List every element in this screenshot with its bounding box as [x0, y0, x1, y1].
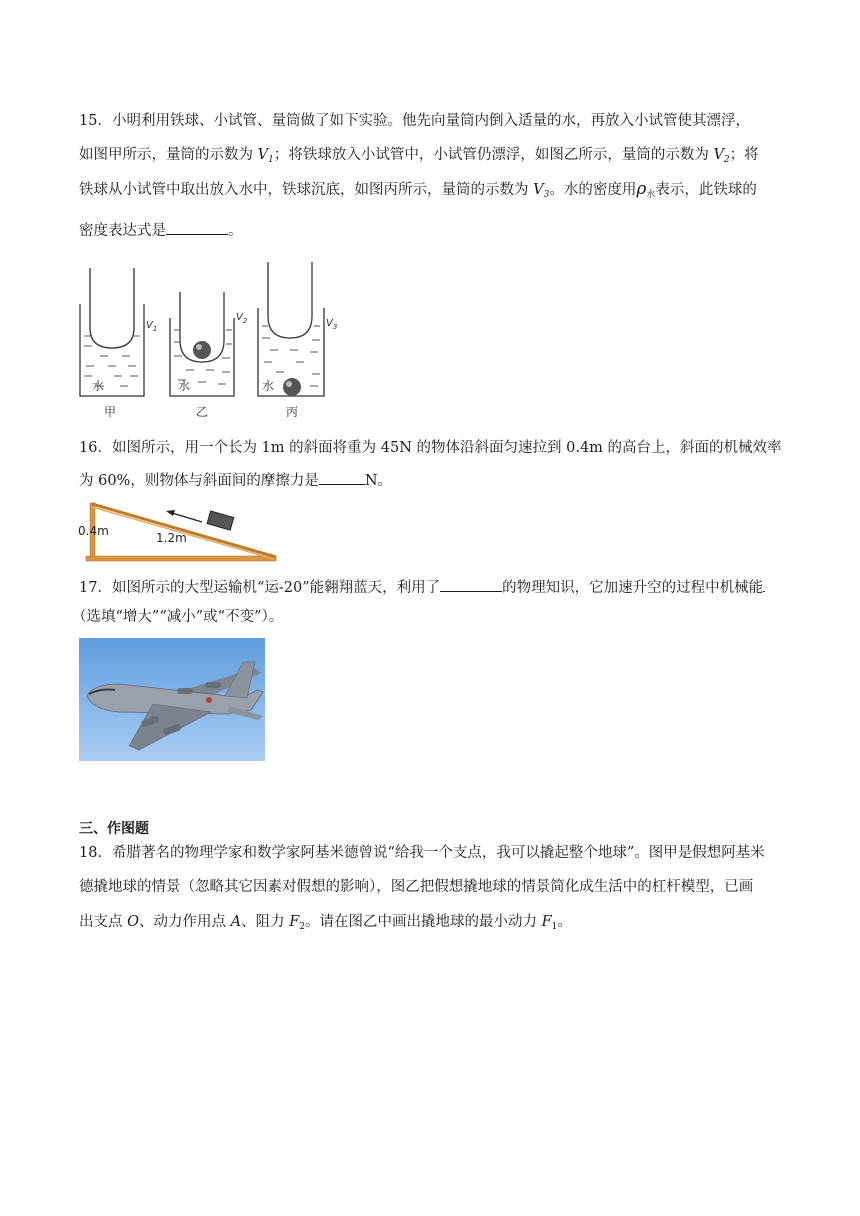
q16-line-2-text-b: N。: [364, 473, 393, 489]
q18-line-3-text-d: 。请在图乙中画出撬地球的最小动力: [305, 914, 542, 930]
q17-answer-blank-1[interactable]: [440, 577, 502, 592]
v3-subscript: 3: [543, 190, 550, 200]
block-on-incline: [207, 511, 234, 530]
iron-ball-in-tube: [193, 341, 211, 359]
q15-line-3-text-a: 铁球从小试管中取出放入水中，铁球沉底，如图丙所示，量筒的示数为: [79, 182, 534, 198]
q15-answer-blank[interactable]: [166, 220, 228, 235]
q18-line-3-text-c: 、阻力: [241, 914, 290, 930]
q18-line-3: [79, 911, 572, 938]
q15-line-4-text-a: 密度表达式是: [79, 223, 166, 239]
pivot-o-symbol: O: [127, 914, 139, 930]
label-v2: $V_2$: [236, 312, 248, 325]
q17-line-2: （选填“增大”“减小”或“不变”）。: [72, 609, 284, 625]
q17-line-1-text-a: 17．如图所示的大型运输机“运-20”能翱翔蓝天，利用了: [79, 580, 441, 596]
pull-arrow: [172, 513, 202, 522]
q18-line-3-text-e: 。: [557, 914, 572, 930]
label-v3: $V_3$: [326, 318, 338, 331]
water-label-yi: 水: [178, 379, 191, 393]
f2-symbol: F: [289, 914, 300, 930]
f2-subscript: 2: [299, 922, 305, 932]
y20-aircraft-photo: [79, 638, 265, 761]
v2-symbol: V: [713, 147, 724, 163]
q17-line-1: [79, 577, 765, 599]
q16-line-1: 16．如图所示，用一个长为 1m 的斜面将重为 45N 的物体沿斜面匀速拉到 0.4m 的高台上，斜面的机械效率: [79, 440, 782, 456]
iron-ball-sunk: [283, 378, 301, 396]
q15-line-2-text-c: ；将: [729, 147, 759, 163]
height-label: 0.4m: [78, 524, 109, 538]
v1-symbol: V: [257, 147, 269, 163]
rho-subscript: 水: [646, 190, 656, 200]
q15-line-3-text-b: 。水的密度用: [549, 182, 637, 198]
q15-line-3-text-c: 表示，此铁球的: [655, 182, 757, 198]
length-label: 1.2m: [156, 531, 187, 545]
q18-line-3-text-b: 、动力作用点: [139, 914, 231, 930]
q16-answer-blank[interactable]: [319, 470, 365, 485]
cylinders-figure: [74, 258, 354, 424]
q15-line-4: [79, 220, 243, 242]
v1-subscript: 1: [268, 155, 274, 165]
v3-symbol: V: [533, 182, 544, 198]
q17-line-1-text-b: 的物理知识，它加速升空的过程中机械能: [502, 580, 764, 596]
q15-line-3: [79, 178, 757, 206]
q18-line-3-text-a: 出支点: [79, 914, 128, 930]
q15-line-2-text-a: 如图甲所示，量筒的示数为: [79, 147, 258, 163]
caption-jia: 甲: [104, 405, 117, 419]
f1-symbol: F: [541, 914, 552, 930]
rho-symbol: ρ: [636, 179, 647, 199]
q15-line-2-text-b: ；将铁球放入小试管中，小试管仍漂浮，如图乙所示，量筒的示数为: [273, 147, 714, 163]
q18-line-2: 德撬地球的情景（忽略其它因素对假想的影响），图乙把假想撬地球的情景简化成生活中的杠杆模型，已画: [79, 879, 754, 895]
v2-subscript: 2: [723, 155, 730, 165]
caption-bing: 丙: [286, 405, 299, 419]
section-title: 三、作图题: [79, 821, 149, 837]
q15-line-4-text-b: 。: [228, 223, 243, 239]
q18-line-1: 18．希腊著名的物理学家和数学家阿基米德曾说“给我一个支点，我可以撬起整个地球”。图甲是假想阿基米: [79, 845, 765, 861]
label-v1: $V_1$: [146, 320, 158, 333]
q16-line-2-text-a: 为 60%，则物体与斜面间的摩擦力是: [79, 473, 319, 489]
water-label-bing: 水: [262, 379, 275, 393]
incline-figure: [76, 500, 282, 566]
water-label-jia: 水: [92, 379, 105, 393]
q15-line-2: [79, 144, 759, 171]
cylinder-bing: [258, 262, 324, 396]
q16-line-2: [79, 470, 392, 492]
point-a-symbol: A: [230, 914, 242, 930]
q15-line-1: 15．小明利用铁球、小试管、量筒做了如下实验。他先向量筒内倒入适量的水，再放入小试管使其漂浮，: [79, 113, 750, 129]
q17-answer-blank-2[interactable]: [763, 577, 765, 592]
caption-yi: 乙: [196, 405, 209, 419]
f1-subscript: 1: [551, 922, 558, 932]
cylinder-jia: [80, 268, 144, 396]
